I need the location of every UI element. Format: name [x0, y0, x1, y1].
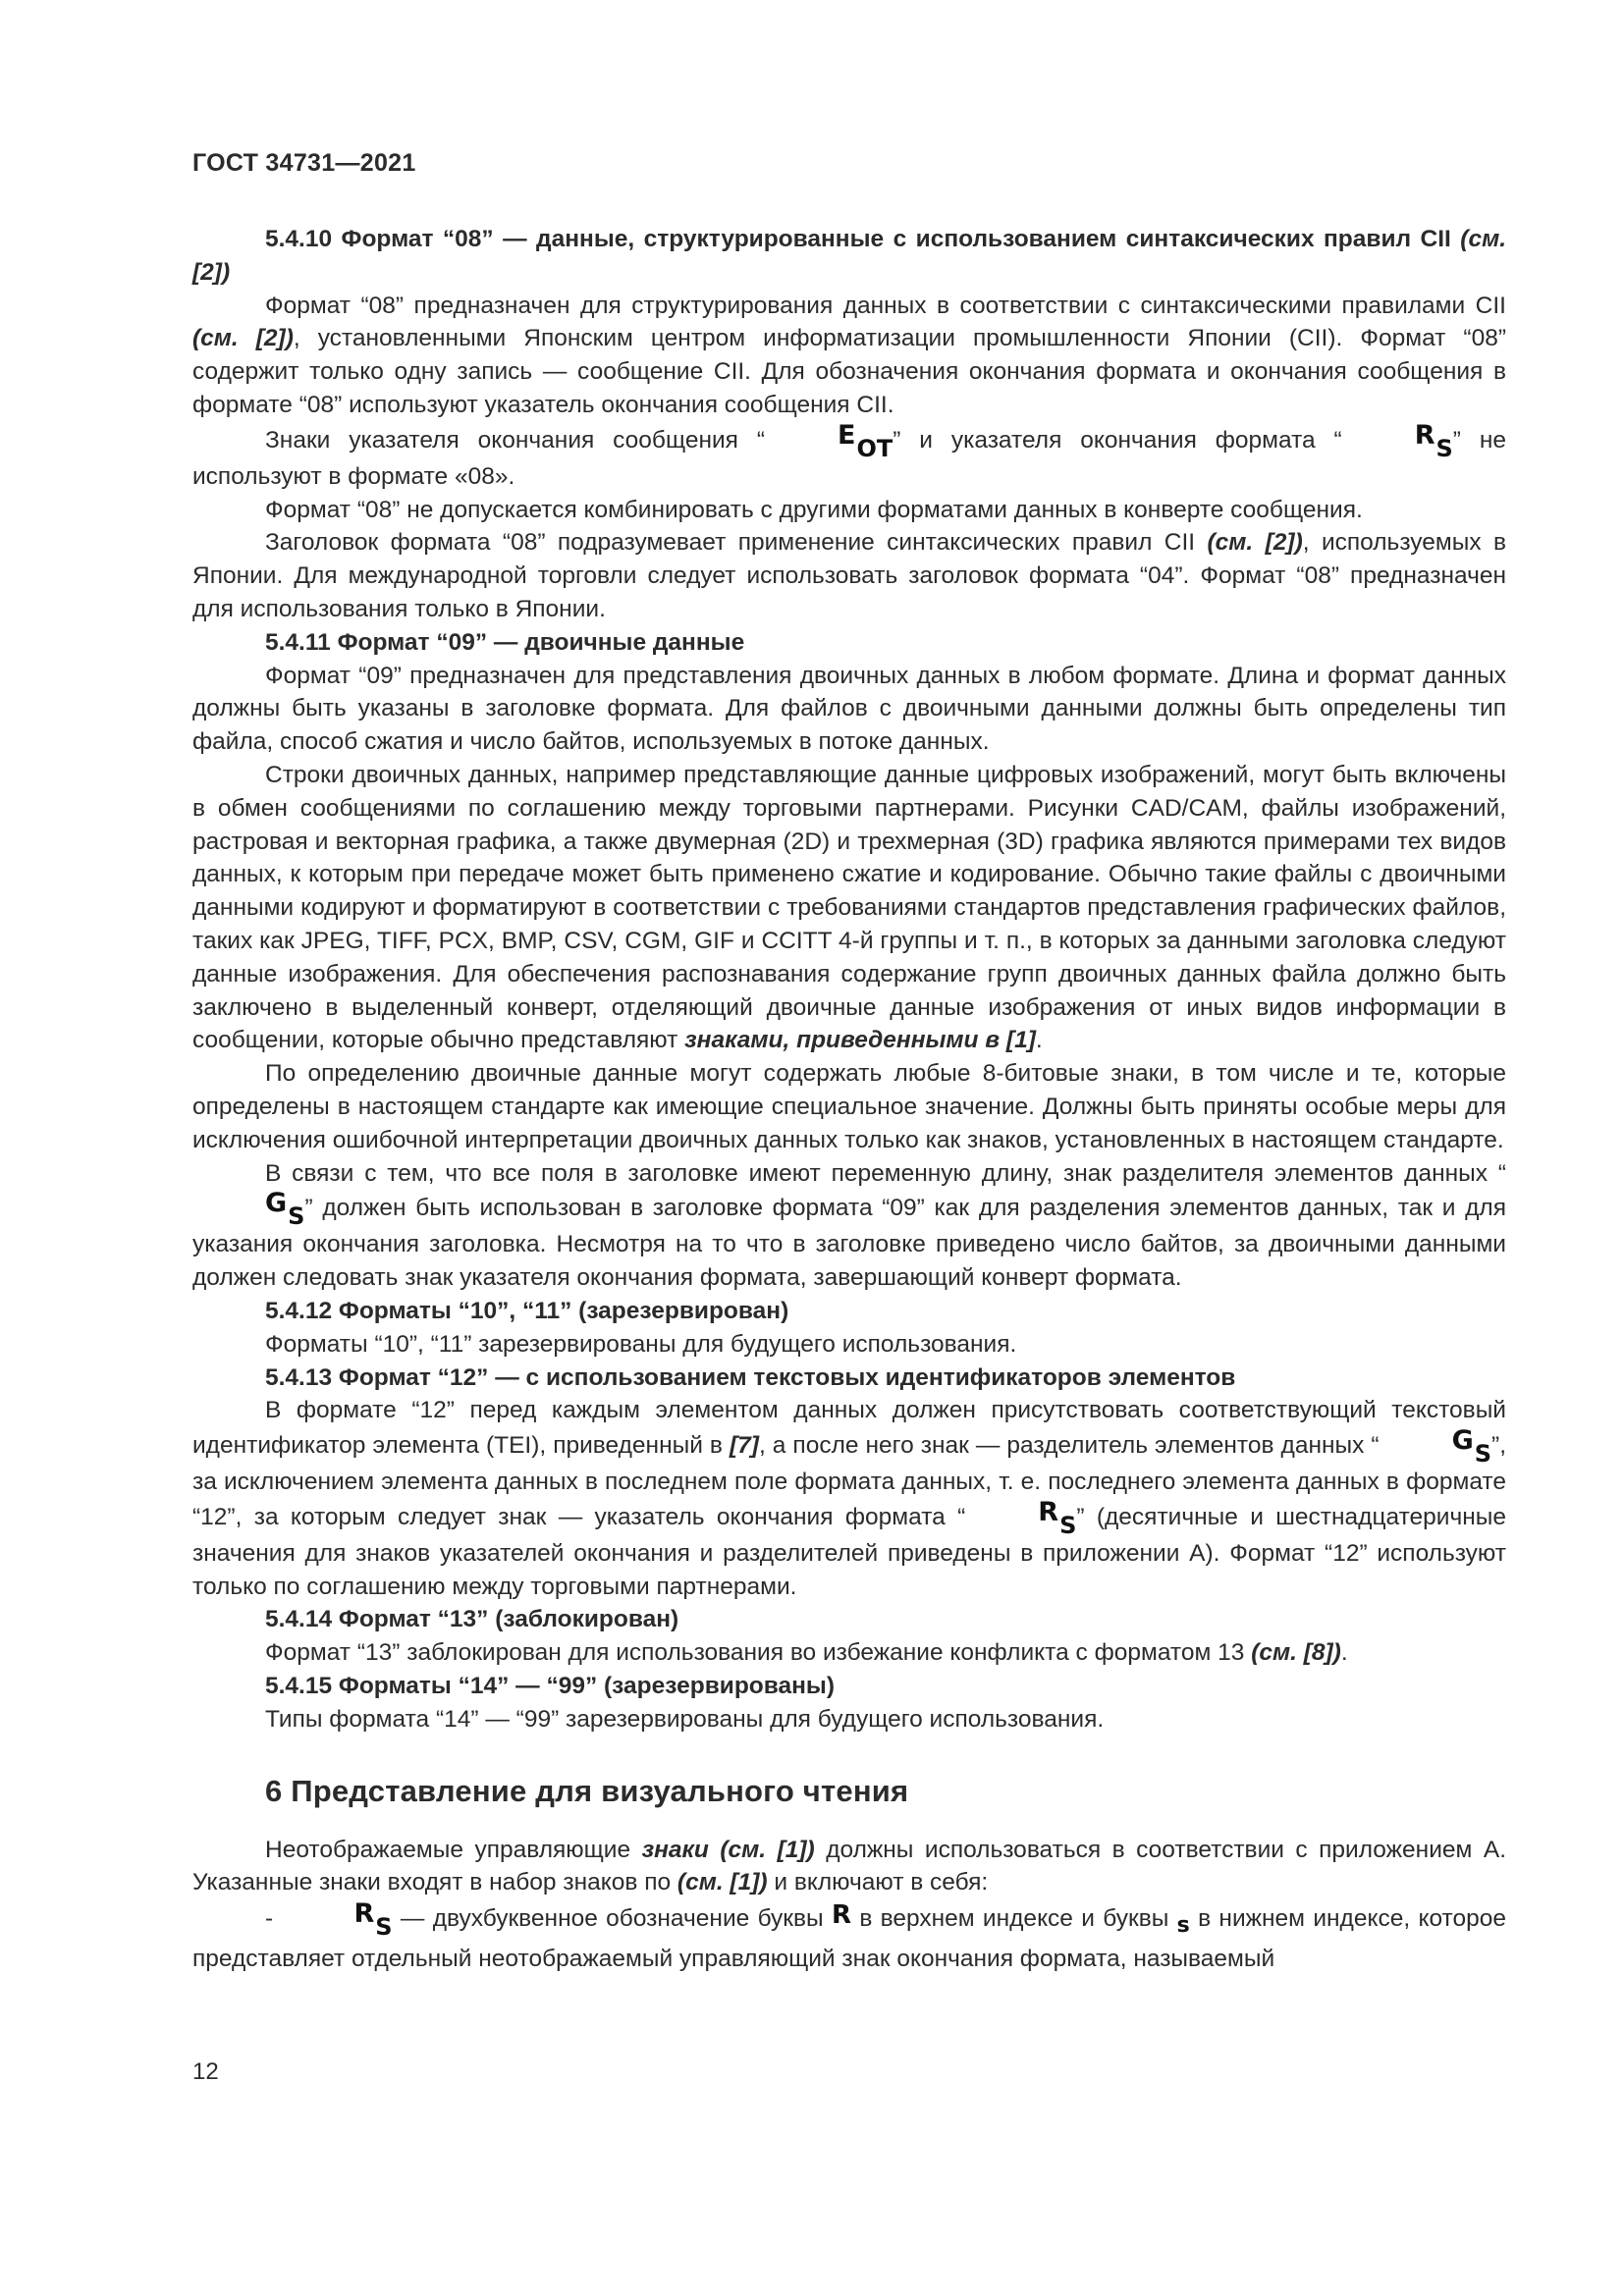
text: ” не используют в формате «08».	[192, 426, 1506, 490]
list-item	[192, 1899, 1506, 1976]
text: и включают в себя:	[767, 1869, 989, 1896]
text: ” должен быть использован в заголовке формата “09” как для разделения элементов данных, так и для указания окончания заголовка. Несмотря на то что в заголовке приведено число байтов, за двоичными данными должен следовать знак указателя окончания формата, завершающий конверт формата.	[192, 1195, 1506, 1292]
letter-s-symbol: s	[1176, 1913, 1190, 1939]
section-title-5-4-13: 5.4.13 Формат “12” — с использованием текстовых идентификаторов элементов	[265, 1363, 1236, 1391]
rs-symbol: RS	[1414, 419, 1453, 462]
text: В формате “12” перед каждым элементом данных должен присутствовать соответствующий текстовый идентификатор элемента (TEI), приведенный в	[192, 1397, 1506, 1460]
reference: [7]	[729, 1432, 759, 1460]
section-title-text: 5.4.10 Формат “08” — данные, структурированные с использованием синтаксических правил CII	[265, 226, 1451, 252]
paragraph: Типы формата “14” — “99” зарезервированы для будущего использования.	[265, 1705, 1105, 1733]
text: — двухбуквенное обозначение буквы	[392, 1905, 832, 1933]
text: должны использоваться в соответствии с приложением А. Указанные знаки входят в набор знаков по	[192, 1836, 1506, 1896]
section-title-5-4-14: 5.4.14 Формат “13” (заблокирован)	[265, 1606, 679, 1633]
dash: -	[265, 1905, 282, 1933]
rs-symbol: RS	[353, 1898, 393, 1942]
text: Формат “08” предназначен для структурирования данных в соответствии с синтаксическими правилами CII	[265, 292, 1506, 319]
text: .	[1035, 1027, 1043, 1054]
reference: (см. [2])	[1207, 529, 1303, 557]
text: , а после него знак — разделитель элементов данных “	[758, 1432, 1380, 1460]
text: .	[1340, 1639, 1348, 1667]
paragraph: Формат “09” предназначен для представления двоичных данных в любом формате. Длина и формат данных должны быть указаны в заголовке формата. Для файлов с двоичными данными должны быть определены тип файла, способ сжатия и число байтов, используемых в потоке данных.	[192, 662, 1506, 756]
section-title-5-4-15: 5.4.15 Форматы “14” — “99” (зарезервированы)	[265, 1673, 835, 1700]
gs-symbol: GS	[265, 1188, 305, 1231]
paragraph: Формат “08” не допускается комбинировать с другими форматами данных в конверте сообщения.	[265, 496, 1363, 523]
paragraph	[192, 290, 1506, 422]
gs-symbol: GS	[1451, 1425, 1492, 1468]
text: ” (десятичные и шестнадцатеричные значения для знаков указателей окончания и разделителей приведены в приложении А). Формат “12” используют только по соглашению между торговыми партнерами.	[192, 1503, 1506, 1600]
paragraph	[192, 1157, 1506, 1295]
text: , используемых в Японии. Для международной торговли следует использовать заголовок формата “04”. Формат “08” предназначен для использования только в Японии.	[192, 529, 1506, 622]
text: ”, за исключением элемента данных в последнем поле формата данных, т. е. последнего элемента данных в формате “12”, за которым следует знак — указатель окончания формата “	[192, 1432, 1506, 1530]
paragraph	[192, 1394, 1506, 1603]
text: в нижнем индексе, которое представляет отдельный неотображаемый управляющий знак окончания формата, называемый	[192, 1905, 1506, 1973]
section-title-5-4-12: 5.4.12 Форматы “10”, “11” (зарезервирован)	[265, 1297, 789, 1324]
rs-symbol: RS	[1038, 1496, 1077, 1539]
paragraph: По определению двоичные данные могут содержать любые 8-битовые знаки, в том числе и те, которые определены в настоящем стандарте как имеющие специальное значение. Должны быть приняты особые меры для исключения ошибочной интерпретации двоичных данных только как знаков, установленных в настоящем стандарте.	[192, 1060, 1506, 1153]
letter-r-symbol: R	[831, 1900, 851, 1931]
text: ” и указателя окончания формата “	[893, 426, 1342, 454]
paragraph	[192, 1636, 1506, 1670]
text: В связи с тем, что все поля в заголовке имеют переменную длину, знак разделителя элементов данных “	[265, 1159, 1506, 1187]
reference: (см. [2])	[192, 226, 1506, 286]
text: Строки двоичных данных, например представляющие данные цифровых изображений, могут быть включены в обмен сообщениями по соглашению между торговыми партнерами. Рисунки CAD/CAM, файлы изображений, растровая и векторная графика, а также двумерная (2D) и трехмерная (3D) графика являются примерами тех видов данных, к которым при передаче может быть применено сжатие и кодирование. Обычно такие файлы с двоичными данными кодируют и форматируют в соответствии с требованиями стандартов представления графических файлов, таких как JPEG, TIFF, PCX, BMP, CSV, CGM, GIF и CCITT 4-й группы и т. п., в которых за данными заголовка следуют данные изображения. Для обеспечения распознавания содержание групп двоичных данных файла должно быть заключено в выделенный конверт, отделяющий двоичные данные изображения от иных видов информации в сообщении, которые обычно представляют	[192, 761, 1506, 1054]
eot-symbol: EOT	[838, 419, 893, 462]
paragraph	[192, 526, 1506, 625]
reference: знаками, приведенными в [1]	[684, 1027, 1036, 1054]
paragraph	[192, 419, 1506, 494]
text: в верхнем индексе и буквы	[851, 1905, 1177, 1933]
reference: (см. [1])	[677, 1869, 768, 1896]
section-title-5-4-11: 5.4.11 Формат “09” — двоичные данные	[265, 628, 745, 656]
section-heading-6: 6 Представление для визуального чтения	[265, 1773, 909, 1808]
reference: (см. [8])	[1251, 1639, 1341, 1667]
paragraph	[192, 1834, 1506, 1900]
text: Формат “13” заблокирован для использования во избежание конфликта с форматом 13	[265, 1639, 1252, 1667]
paragraph: Форматы “10”, “11” зарезервированы для будущего использования.	[265, 1330, 1017, 1358]
page-content	[192, 223, 1506, 1976]
text: Неотображаемые управляющие	[265, 1836, 642, 1863]
page-number: 12	[192, 2058, 219, 2085]
section-title-5-4-10	[192, 223, 1506, 290]
document-header: ГОСТ 34731—2021	[192, 149, 416, 177]
text: Знаки указателя окончания сообщения “	[265, 426, 765, 454]
reference: знаки (см. [1])	[641, 1836, 815, 1863]
reference: (см. [2])	[192, 325, 294, 352]
text: , установленными Японским центром информатизации промышленности Японии (CII). Формат “08” содержит только одну запись — сообщение CII. Для обозначения окончания формата и окончания сообщения в формате “08” используют указатель окончания сообщения CII.	[192, 325, 1506, 418]
paragraph	[192, 759, 1506, 1057]
text: Заголовок формата “08” подразумевает применение синтаксических правил CII	[265, 529, 1196, 557]
